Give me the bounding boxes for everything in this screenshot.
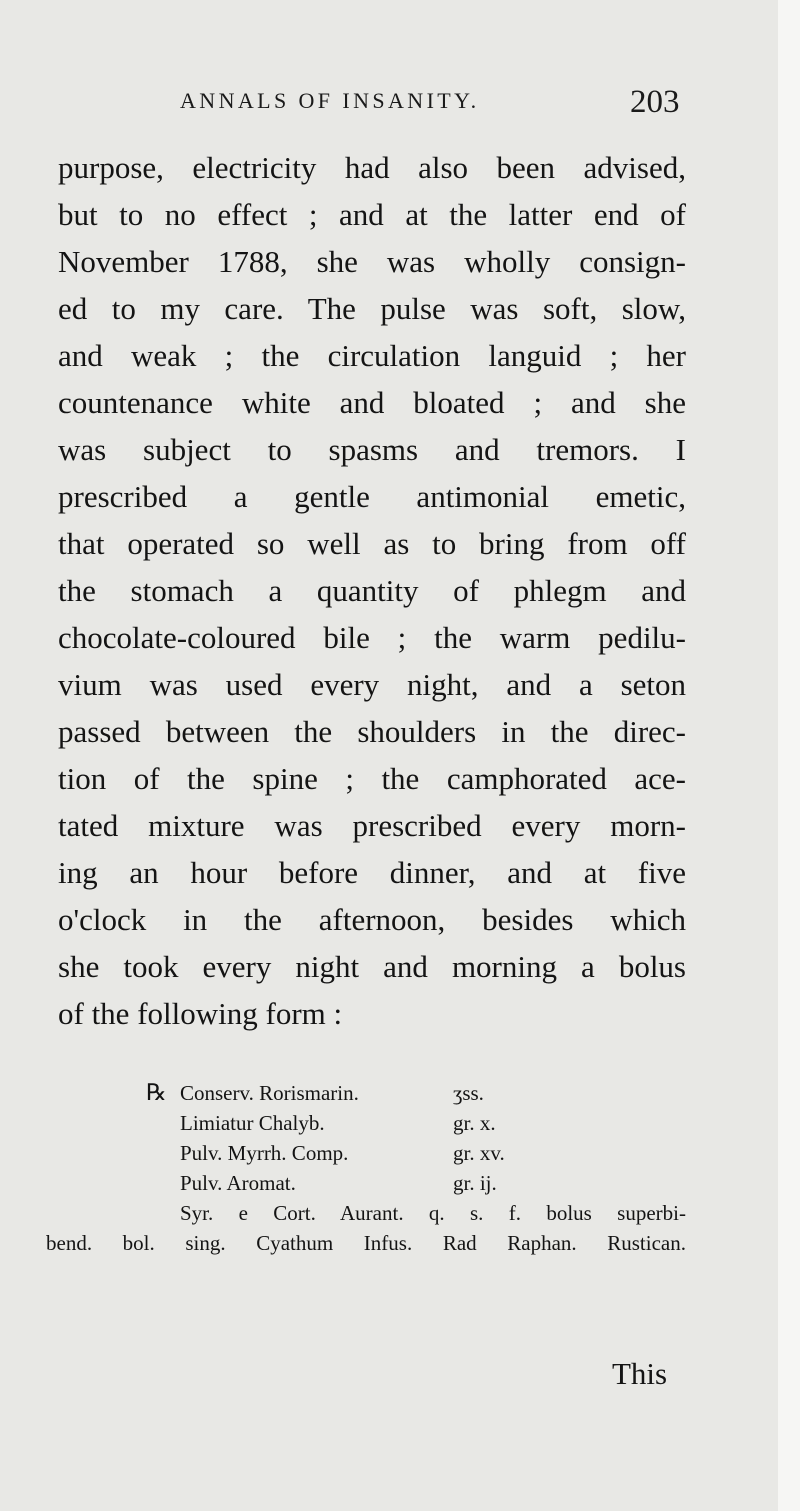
text-line: that operated so well as to bring from off bbox=[58, 526, 686, 561]
text-line: of the following form : bbox=[58, 996, 343, 1031]
prescription-row bbox=[46, 1078, 686, 1108]
text-line: the stomach a quantity of phlegm and bbox=[58, 573, 686, 608]
prescription-dose: ʒss. bbox=[453, 1081, 484, 1105]
text-line: o'clock in the afternoon, besides which bbox=[58, 902, 686, 937]
running-title: ANNALS OF INSANITY. bbox=[180, 88, 480, 113]
text-line: she took every night and morning a bolus bbox=[58, 949, 686, 984]
text-line: chocolate-coloured bile ; the warm pedilu- bbox=[58, 620, 686, 655]
prescription-ingredient: Limiatur Chalyb. bbox=[180, 1111, 325, 1135]
catchword: This bbox=[612, 1356, 668, 1391]
prescription-block bbox=[46, 1078, 686, 1258]
prescription-ingredient: Pulv. Aromat. bbox=[180, 1171, 296, 1195]
prescription-row bbox=[46, 1138, 686, 1168]
text-line: vium was used every night, and a seton bbox=[58, 667, 686, 702]
prescription-ingredient: Conserv. Rorismarin. bbox=[180, 1081, 359, 1105]
prescription-row bbox=[46, 1198, 686, 1228]
page-edge bbox=[778, 0, 800, 1511]
page-number: 203 bbox=[630, 84, 680, 120]
text-line: November 1788, she was wholly consign- bbox=[58, 244, 686, 279]
prescription-continuation: bend. bol. sing. Cyathum Infus. Rad Raphan. Rustican. bbox=[46, 1231, 686, 1255]
prescription-dose: gr. ij. bbox=[453, 1171, 497, 1195]
text-line: ed to my care. The pulse was soft, slow, bbox=[58, 291, 686, 326]
text-line: passed between the shoulders in the direc- bbox=[58, 714, 686, 749]
prescription-row bbox=[46, 1168, 686, 1198]
prescription-row bbox=[46, 1228, 686, 1258]
prescription-ingredient: Pulv. Myrrh. Comp. bbox=[180, 1141, 349, 1165]
text-line: purpose, electricity had also been advised, bbox=[58, 150, 686, 185]
text-line: countenance white and bloated ; and she bbox=[58, 385, 686, 420]
text-line: but to no effect ; and at the latter end of bbox=[58, 197, 686, 232]
text-line: tion of the spine ; the camphorated ace- bbox=[58, 761, 686, 796]
recipe-symbol: ℞ bbox=[146, 1080, 167, 1105]
prescription-instruction: Syr. e Cort. Aurant. q. s. f. bolus superbi- bbox=[180, 1201, 686, 1225]
body-text bbox=[58, 144, 686, 1037]
text-line: was subject to spasms and tremors. I bbox=[58, 432, 686, 467]
prescription-row bbox=[46, 1108, 686, 1138]
text-line: prescribed a gentle antimonial emetic, bbox=[58, 479, 686, 514]
text-line: tated mixture was prescribed every morn- bbox=[58, 808, 686, 843]
prescription-dose: gr. xv. bbox=[453, 1141, 505, 1165]
text-line: ing an hour before dinner, and at five bbox=[58, 855, 686, 890]
text-line: and weak ; the circulation languid ; her bbox=[58, 338, 686, 373]
prescription-dose: gr. x. bbox=[453, 1111, 496, 1135]
